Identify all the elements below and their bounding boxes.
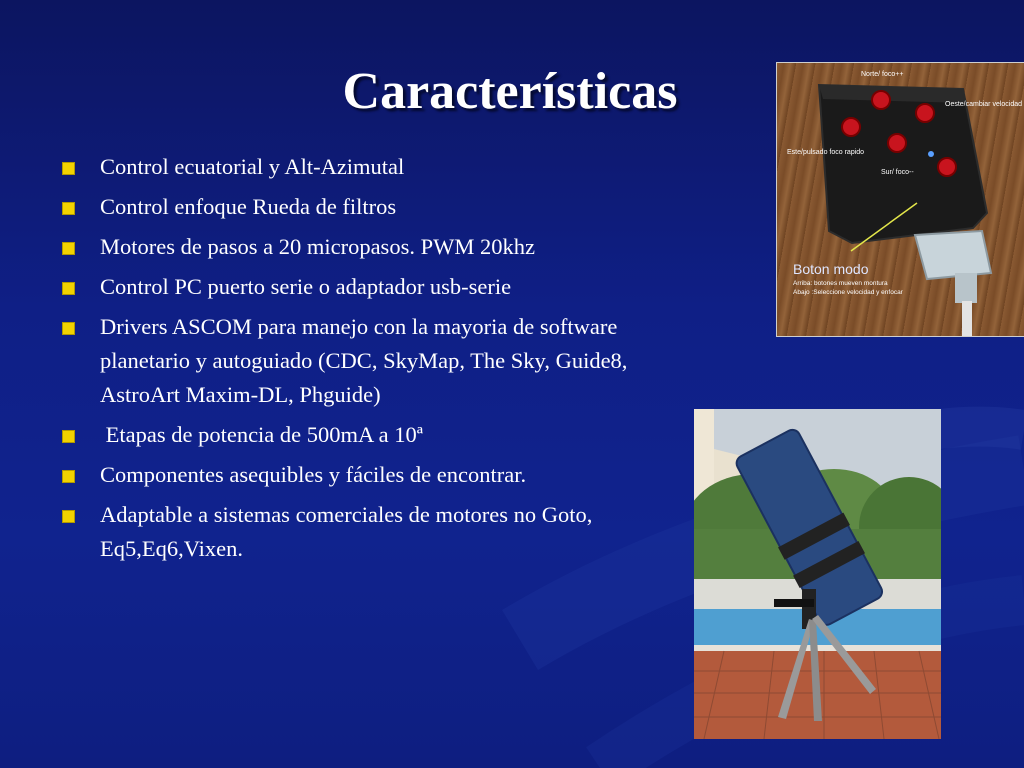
slide-title: Características bbox=[342, 63, 678, 120]
list-item bbox=[62, 498, 682, 566]
list-item bbox=[62, 230, 682, 264]
square-bullet-icon bbox=[62, 430, 75, 443]
square-bullet-icon bbox=[62, 242, 75, 255]
telescope-icon bbox=[694, 409, 941, 739]
square-bullet-icon bbox=[62, 282, 75, 295]
list-item-text: Control enfoque Rueda de filtros bbox=[100, 194, 397, 219]
square-bullet-icon bbox=[62, 510, 75, 523]
north-button-label: Norte/ foco++ bbox=[861, 71, 904, 78]
square-bullet-icon bbox=[62, 470, 75, 483]
mode-button-label: Boton modo bbox=[793, 261, 869, 277]
square-bullet-icon bbox=[62, 202, 75, 215]
list-item-text: Componentes asequibles y fáciles de encontrar. bbox=[100, 462, 527, 487]
mode-down-note: Abajo :Seleccione velocidad y enfocar bbox=[793, 289, 903, 296]
controller-box-photo bbox=[776, 62, 1024, 337]
list-item bbox=[62, 150, 682, 184]
west-button-label: Oeste/cambiar velocidad bbox=[945, 101, 1023, 108]
mode-up-note: Arriba: botones mueven montura bbox=[793, 280, 888, 287]
list-item-text: Drivers ASCOM para manejo con la mayoria de software planetario y autoguiado (CDC, SkyMap, The Sky, Guide8, AstroArt Maxim-DL, Phguide) bbox=[100, 314, 628, 407]
list-item-text: Control ecuatorial y Alt-Azimutal bbox=[100, 154, 405, 179]
feature-list bbox=[62, 150, 682, 572]
list-item-text: Adaptable a sistemas comerciales de motores no Goto, Eq5,Eq6,Vixen. bbox=[100, 502, 593, 561]
square-bullet-icon bbox=[62, 322, 75, 335]
south-button-label: Sur/ foco-- bbox=[881, 169, 914, 176]
telescope-photo bbox=[694, 409, 941, 739]
list-item bbox=[62, 270, 682, 304]
list-item bbox=[62, 458, 682, 492]
list-item-text: Control PC puerto serie o adaptador usb-serie bbox=[100, 274, 512, 299]
list-item bbox=[62, 190, 682, 224]
square-bullet-icon bbox=[62, 162, 75, 175]
list-item-text: Motores de pasos a 20 micropasos. PWM 20khz bbox=[100, 234, 535, 259]
list-item bbox=[62, 418, 682, 452]
list-item-text: Etapas de potencia de 500mA a 10ª bbox=[100, 422, 423, 447]
list-item bbox=[62, 310, 682, 412]
east-button-label: Este/pulsado foco rapido bbox=[787, 149, 865, 156]
